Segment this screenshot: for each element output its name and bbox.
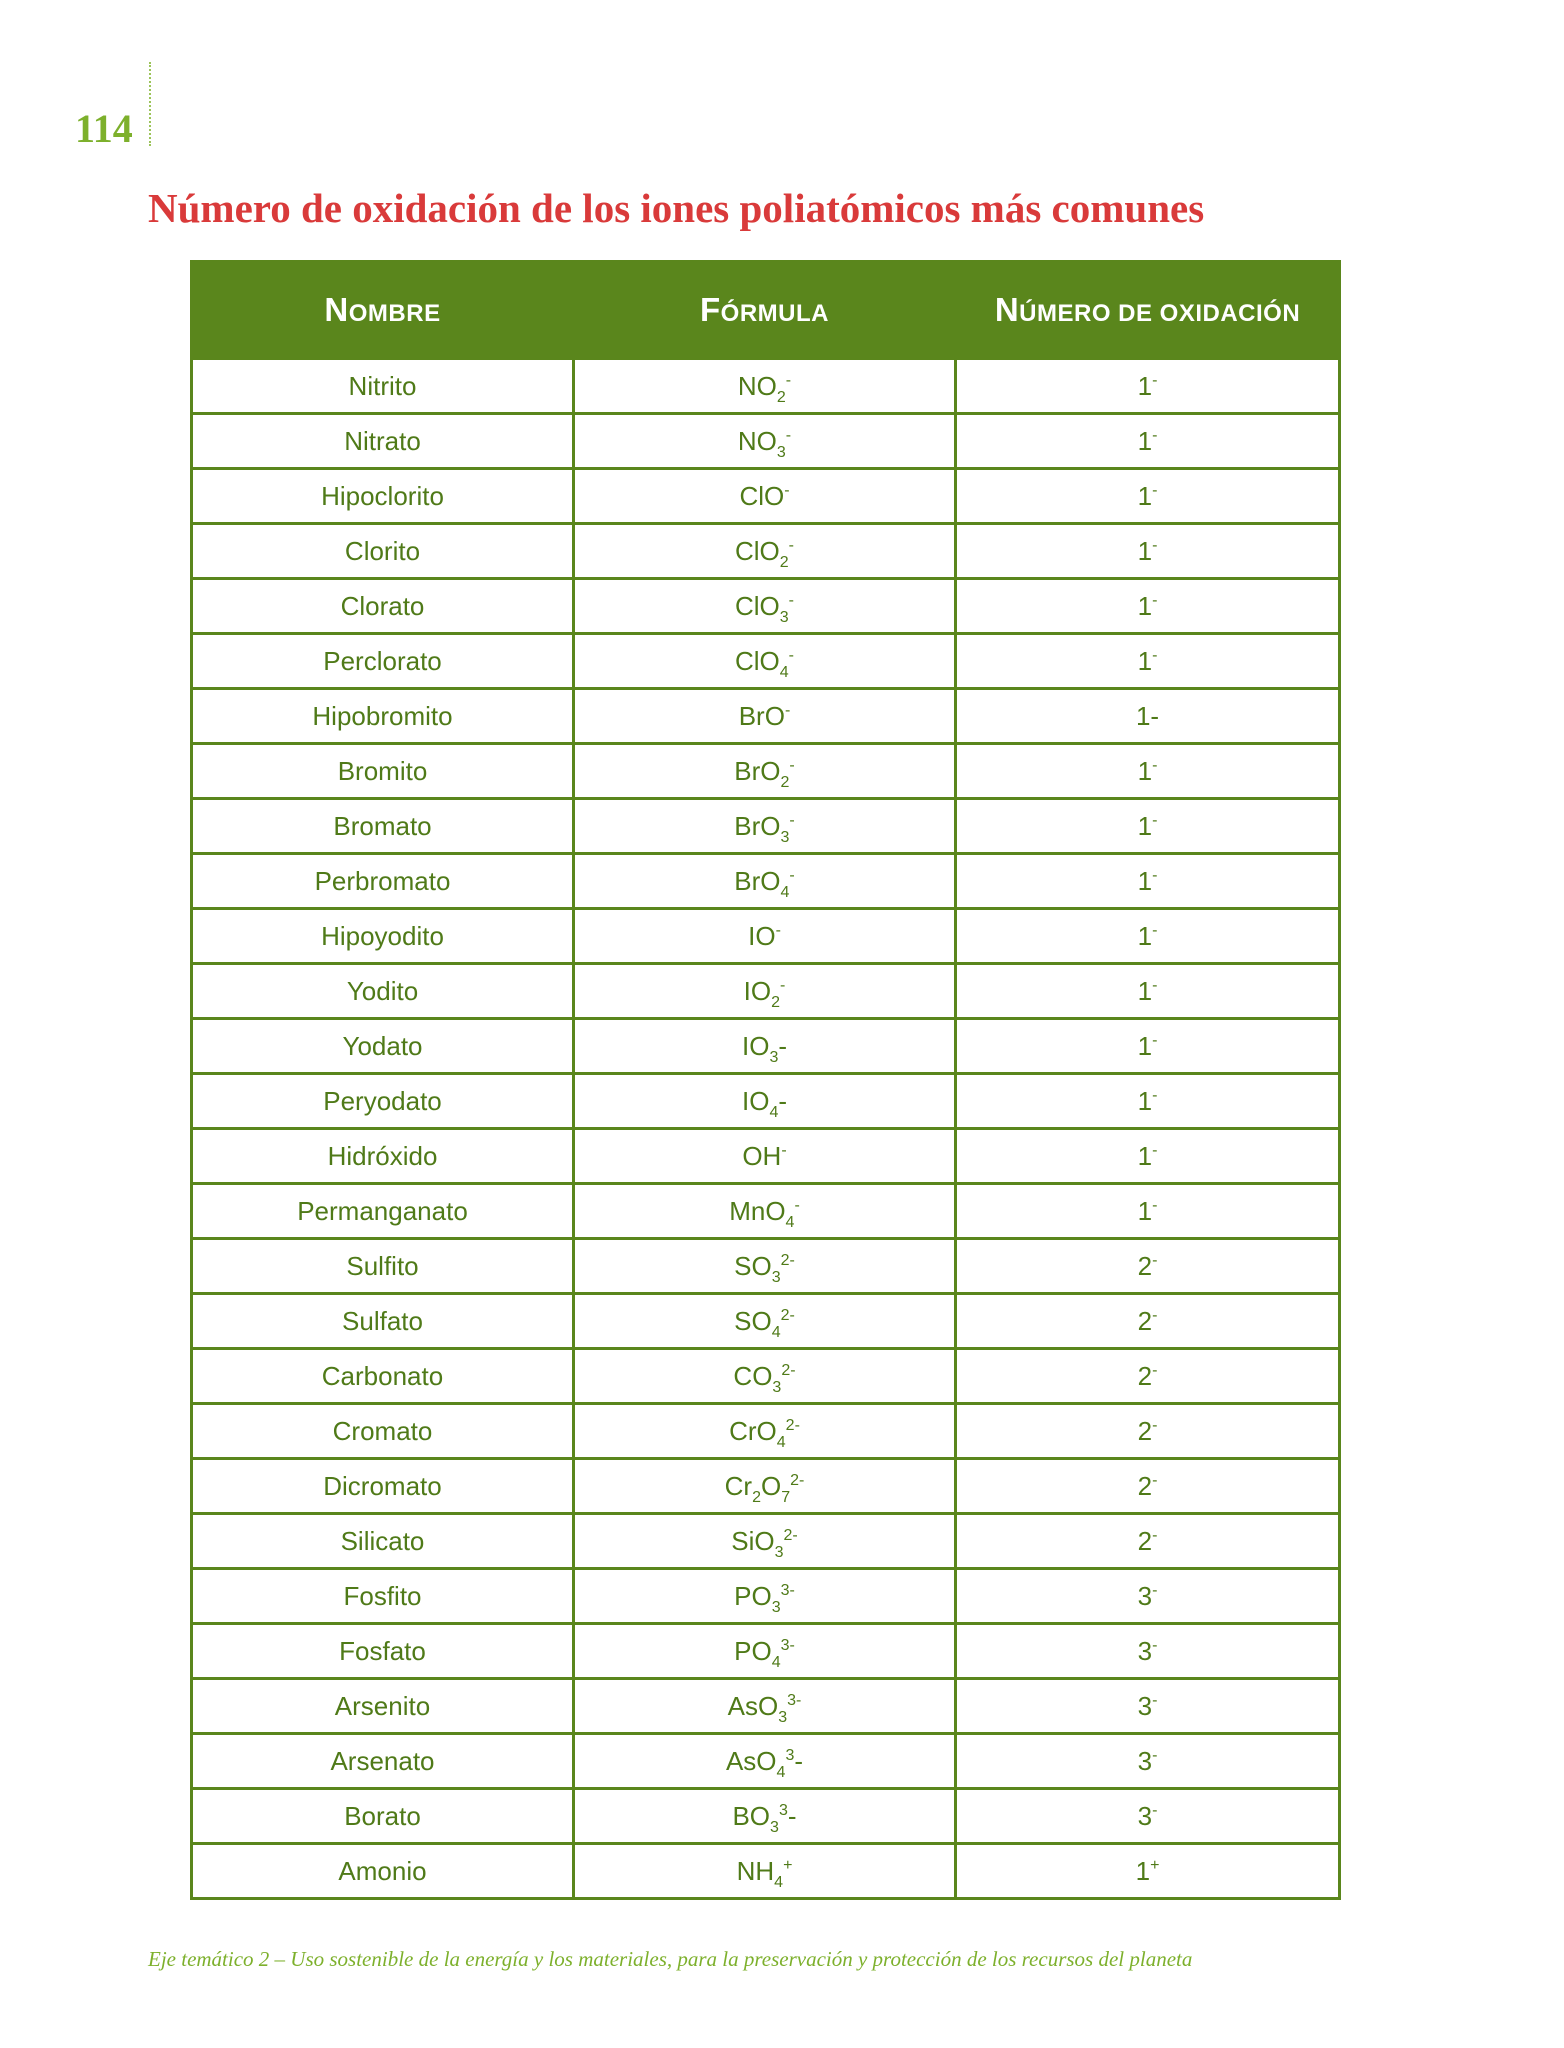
superscript: - (789, 756, 795, 774)
oxidation-number-cell (956, 1019, 1340, 1074)
text-part: OH (742, 1140, 782, 1171)
superscript: - (794, 1196, 800, 1214)
ion-name-cell: Fosfito (192, 1569, 574, 1624)
ion-formula-cell (574, 469, 956, 524)
subscript: 2 (752, 1488, 761, 1506)
ion-formula-cell (574, 414, 956, 469)
superscript: - (1152, 1636, 1158, 1654)
text-part: 3 (1137, 1580, 1153, 1611)
table-row (192, 1239, 1340, 1294)
ion-formula-cell (574, 854, 956, 909)
superscript: - (775, 921, 781, 939)
page-number-divider (149, 62, 151, 146)
superscript: - (1152, 1141, 1158, 1159)
text-part: 1 (1137, 1085, 1153, 1116)
table-row (192, 1789, 1340, 1844)
oxidation-number-cell (956, 414, 1340, 469)
ion-name-cell: Fosfato (192, 1624, 574, 1679)
superscript: + (783, 1856, 793, 1874)
superscript: - (1152, 1691, 1158, 1709)
superscript: - (789, 866, 795, 884)
table-row (192, 1569, 1340, 1624)
table-row (192, 1019, 1340, 1074)
table-row (192, 1734, 1340, 1789)
text-part: 1 (1137, 590, 1153, 621)
text-part: ClO (734, 590, 780, 621)
superscript: - (1152, 1086, 1158, 1104)
header-initial: F (700, 291, 721, 328)
subscript: 4 (776, 1763, 786, 1781)
superscript: 3- (787, 1691, 802, 1709)
ion-formula-cell (574, 1569, 956, 1624)
subscript: 7 (781, 1488, 791, 1506)
ion-formula-cell (574, 1294, 956, 1349)
ion-name-cell: Peryodato (192, 1074, 574, 1129)
ion-formula-cell (574, 579, 956, 634)
text-part: SiO (731, 1525, 775, 1556)
superscript: 2- (785, 1416, 800, 1434)
subscript: 3 (769, 1048, 779, 1066)
superscript: - (781, 1141, 787, 1159)
table-row (192, 1074, 1340, 1129)
oxidation-number-cell (956, 909, 1340, 964)
subscript: 4 (774, 1873, 784, 1891)
superscript: 3- (780, 1581, 795, 1599)
ion-name-cell: Sulfito (192, 1239, 574, 1294)
superscript: - (785, 371, 792, 389)
oxidation-number-cell (956, 1349, 1340, 1404)
ion-name-cell: Perclorato (192, 634, 574, 689)
subscript: 2 (771, 993, 781, 1011)
superscript: - (1152, 976, 1158, 994)
text-part: IO (748, 920, 776, 951)
text-part: ClO (734, 645, 780, 676)
text-part: 2 (1137, 1305, 1153, 1336)
ion-name-cell: Yodito (192, 964, 574, 1019)
text-part: 1 (1137, 1030, 1153, 1061)
text-part: BrO (734, 810, 781, 841)
table-row (192, 1514, 1340, 1569)
text-part: AsO (725, 1745, 777, 1776)
ion-formula-cell (574, 1349, 956, 1404)
text-part: SO (734, 1305, 772, 1336)
text-part: MnO (729, 1195, 786, 1226)
text-part: 3 (1137, 1635, 1153, 1666)
text-part: IO (741, 1030, 770, 1061)
table-row (192, 744, 1340, 799)
superscript: - (1152, 536, 1158, 554)
text-part: 1 (1137, 425, 1153, 456)
text-part: BrO (734, 755, 781, 786)
ion-formula-cell (574, 1459, 956, 1514)
text-part: PO (734, 1635, 772, 1666)
text-part: 2 (1137, 1250, 1153, 1281)
ion-formula-cell (574, 909, 956, 964)
ion-name-cell: Carbonato (192, 1349, 574, 1404)
text-part: NO (737, 370, 777, 401)
subscript: 3 (779, 608, 789, 626)
table-row (192, 854, 1340, 909)
ion-name-cell: Nitrato (192, 414, 574, 469)
superscript: 2- (780, 1251, 795, 1269)
ion-formula-cell (574, 1404, 956, 1459)
text-part: BrO (738, 700, 785, 731)
subscript: 4 (771, 1323, 781, 1341)
header-rest: ÓRMULA (720, 300, 829, 327)
text-part: - (787, 1800, 797, 1831)
ion-name-cell: Hidróxido (192, 1129, 574, 1184)
superscript: - (1152, 591, 1158, 609)
text-part: 2 (1137, 1470, 1153, 1501)
subscript: 4 (779, 663, 789, 681)
ion-name-cell: Arsenito (192, 1679, 574, 1734)
ion-formula-cell (574, 1734, 956, 1789)
text-part: 2 (1137, 1525, 1153, 1556)
ion-formula-cell (574, 524, 956, 579)
oxidation-number-cell (956, 1294, 1340, 1349)
oxidation-number-cell (956, 524, 1340, 579)
superscript: - (788, 591, 794, 609)
text-part: 1- (1135, 700, 1160, 731)
ion-name-cell: Hipoyodito (192, 909, 574, 964)
ion-formula-cell (574, 1019, 956, 1074)
superscript: 2- (790, 1471, 805, 1489)
ion-name-cell: Amonio (192, 1844, 574, 1899)
subscript: 3 (770, 1818, 779, 1836)
subscript: 3 (776, 443, 786, 461)
superscript: 2- (780, 1306, 795, 1324)
superscript: - (788, 646, 794, 664)
text-part: CrO (729, 1415, 777, 1446)
superscript: - (1152, 1306, 1158, 1324)
table-row (192, 1459, 1340, 1514)
table-row (192, 1679, 1340, 1734)
table-header (192, 262, 1340, 359)
table-row (192, 1349, 1340, 1404)
oxidation-number-cell (956, 1844, 1340, 1899)
ion-formula-cell (574, 1129, 956, 1184)
oxidation-number-cell (956, 579, 1340, 634)
ion-formula-cell (574, 1074, 956, 1129)
text-part: 3 (1137, 1745, 1153, 1776)
text-part: 2 (1137, 1360, 1153, 1391)
subscript: 2 (776, 388, 786, 406)
superscript: - (1152, 1581, 1158, 1599)
table-row (192, 909, 1340, 964)
text-part: CO (733, 1360, 773, 1391)
ion-name-cell: Cromato (192, 1404, 574, 1459)
footer-text: Eje temático 2 – Uso sostenible de la energía y los materiales, para la preservación y protección de los recursos del planeta (148, 1947, 1193, 1971)
superscript: - (1152, 1361, 1158, 1379)
table-row (192, 359, 1340, 414)
ion-name-cell: Clorato (192, 579, 574, 634)
text-part: 1 (1137, 865, 1153, 896)
page-number: 114 (75, 106, 133, 151)
text-part: PO (734, 1580, 772, 1611)
superscript: - (1152, 1251, 1158, 1269)
text-part: - (778, 1085, 788, 1116)
table-row (192, 634, 1340, 689)
ion-formula-cell (574, 1624, 956, 1679)
ion-formula-cell (574, 964, 956, 1019)
superscript: - (1152, 371, 1158, 389)
oxidation-number-cell (956, 634, 1340, 689)
oxidation-number-cell (956, 1734, 1340, 1789)
column-header-name (192, 262, 574, 359)
header-initial: N (324, 291, 349, 328)
text-part: 1 (1137, 1140, 1153, 1171)
superscript: - (1152, 1031, 1158, 1049)
ion-name-cell: Hipobromito (192, 689, 574, 744)
ion-formula-cell (574, 744, 956, 799)
subscript: 3 (772, 1378, 782, 1396)
superscript: - (1152, 1526, 1158, 1544)
superscript: - (789, 811, 795, 829)
subscript: 4 (785, 1213, 795, 1231)
superscript: - (1152, 646, 1158, 664)
text-part: 1 (1137, 480, 1153, 511)
text-part: 3 (1137, 1800, 1153, 1831)
subscript: 3 (771, 1598, 781, 1616)
subscript: 4 (771, 1653, 781, 1671)
superscript: - (1152, 921, 1158, 939)
ion-name-cell: Hipoclorito (192, 469, 574, 524)
oxidation-number-cell (956, 964, 1340, 1019)
text-part: 2 (1137, 1415, 1153, 1446)
subscript: 2 (779, 553, 789, 571)
table-row (192, 1624, 1340, 1679)
superscript: 3 (778, 1801, 788, 1819)
oxidation-number-cell (956, 1569, 1340, 1624)
superscript: - (1152, 481, 1158, 499)
text-part: NH (736, 1855, 775, 1886)
ion-formula-cell (574, 1844, 956, 1899)
text-part: IO (743, 975, 772, 1006)
ion-formula-cell (574, 1184, 956, 1239)
superscript: - (1152, 1196, 1158, 1214)
oxidation-number-cell (956, 799, 1340, 854)
text-part: AsO (727, 1690, 779, 1721)
table-row (192, 1184, 1340, 1239)
text-part: 1 (1137, 920, 1153, 951)
ion-name-cell: Dicromato (192, 1459, 574, 1514)
table-row (192, 1294, 1340, 1349)
text-part: 1 (1135, 1855, 1151, 1886)
table-row (192, 799, 1340, 854)
table-row (192, 1129, 1340, 1184)
subscript: 3 (771, 1268, 781, 1286)
superscript: - (1152, 756, 1158, 774)
subscript: 3 (780, 828, 790, 846)
oxidation-number-cell (956, 1074, 1340, 1129)
superscript: - (785, 426, 792, 444)
superscript: 2- (781, 1361, 796, 1379)
text-part: ClO (739, 480, 785, 511)
oxidation-number-cell (956, 1459, 1340, 1514)
superscript: - (788, 536, 794, 554)
text-part: ClO (734, 535, 780, 566)
superscript: - (780, 976, 786, 994)
ion-formula-cell (574, 799, 956, 854)
superscript: - (1152, 811, 1158, 829)
oxidation-number-cell (956, 1624, 1340, 1679)
ion-name-cell: Bromato (192, 799, 574, 854)
superscript: - (1152, 1801, 1158, 1819)
superscript: 3 (785, 1746, 795, 1764)
ion-name-cell: Perbromato (192, 854, 574, 909)
text-part: 1 (1137, 535, 1153, 566)
oxidation-number-table (190, 260, 1341, 1900)
oxidation-number-cell (956, 469, 1340, 524)
superscript: 2- (783, 1526, 798, 1544)
table-row (192, 1844, 1340, 1899)
column-header-formula (574, 262, 956, 359)
subscript: 3 (778, 1708, 788, 1726)
superscript: 3- (780, 1636, 795, 1654)
oxidation-number-cell (956, 1679, 1340, 1734)
subscript: 3 (774, 1543, 784, 1561)
subscript: 4 (776, 1433, 786, 1451)
text-part: 1 (1137, 645, 1153, 676)
text-part: BrO (734, 865, 781, 896)
subscript: 4 (780, 883, 790, 901)
oxidation-number-cell (956, 1239, 1340, 1294)
superscript: - (1152, 866, 1158, 884)
oxidation-number-cell (956, 689, 1340, 744)
table-row (192, 689, 1340, 744)
ion-formula-cell (574, 634, 956, 689)
column-header-oxidation-number (956, 262, 1340, 359)
oxidation-number-cell (956, 1789, 1340, 1844)
superscript: - (1152, 426, 1158, 444)
subscript: 4 (769, 1103, 779, 1121)
ion-formula-cell (574, 359, 956, 414)
ion-name-cell: Yodato (192, 1019, 574, 1074)
ion-name-cell: Sulfato (192, 1294, 574, 1349)
ion-name-cell: Clorito (192, 524, 574, 579)
text-part: Cr (724, 1470, 753, 1501)
superscript: - (1152, 1746, 1158, 1764)
superscript: + (1150, 1856, 1160, 1874)
text-part: 1 (1137, 755, 1153, 786)
ion-name-cell: Permanganato (192, 1184, 574, 1239)
text-part: 1 (1137, 810, 1153, 841)
text-part: 1 (1137, 1195, 1153, 1226)
text-part: - (778, 1030, 788, 1061)
oxidation-number-cell (956, 1514, 1340, 1569)
table-row (192, 469, 1340, 524)
table-row (192, 1404, 1340, 1459)
text-part: 3 (1137, 1690, 1153, 1721)
oxidation-number-cell (956, 1184, 1340, 1239)
oxidation-number-cell (956, 1404, 1340, 1459)
text-part: O (760, 1470, 782, 1501)
ion-formula-cell (574, 1239, 956, 1294)
ion-formula-cell (574, 1514, 956, 1569)
oxidation-table-container (190, 260, 1338, 1900)
oxidation-number-cell (956, 854, 1340, 909)
header-initial: N (994, 291, 1020, 328)
ion-name-cell: Nitrito (192, 359, 574, 414)
table-row (192, 964, 1340, 1019)
text-part: 1 (1137, 370, 1153, 401)
ion-name-cell: Arsenato (192, 1734, 574, 1789)
ion-name-cell: Bromito (192, 744, 574, 799)
ion-formula-cell (574, 1789, 956, 1844)
oxidation-number-cell (956, 1129, 1340, 1184)
table-header-row (192, 262, 1340, 359)
oxidation-number-cell (956, 359, 1340, 414)
subscript: 2 (780, 773, 790, 791)
text-part: SO (734, 1250, 772, 1281)
ion-name-cell: Borato (192, 1789, 574, 1844)
table-row (192, 579, 1340, 634)
ion-formula-cell (574, 1679, 956, 1734)
ion-name-cell: Silicato (192, 1514, 574, 1569)
superscript: - (784, 481, 790, 499)
oxidation-number-cell (956, 744, 1340, 799)
text-part: NO (737, 425, 777, 456)
table-row (192, 414, 1340, 469)
text-part: - (794, 1745, 804, 1776)
superscript: - (1152, 1471, 1158, 1489)
ion-formula-cell (574, 689, 956, 744)
table-body (192, 359, 1340, 1899)
text-part: IO (741, 1085, 770, 1116)
page-title: Número de oxidación de los iones poliatómicos más comunes (148, 185, 1205, 231)
superscript: - (1152, 1416, 1158, 1434)
header-rest: ÚMERO DE OXIDACIÓN (1019, 300, 1301, 327)
text-part: 1 (1137, 975, 1153, 1006)
superscript: - (784, 701, 791, 719)
text-part: BO (732, 1800, 771, 1831)
header-rest: OMBRE (348, 300, 441, 327)
table-row (192, 524, 1340, 579)
